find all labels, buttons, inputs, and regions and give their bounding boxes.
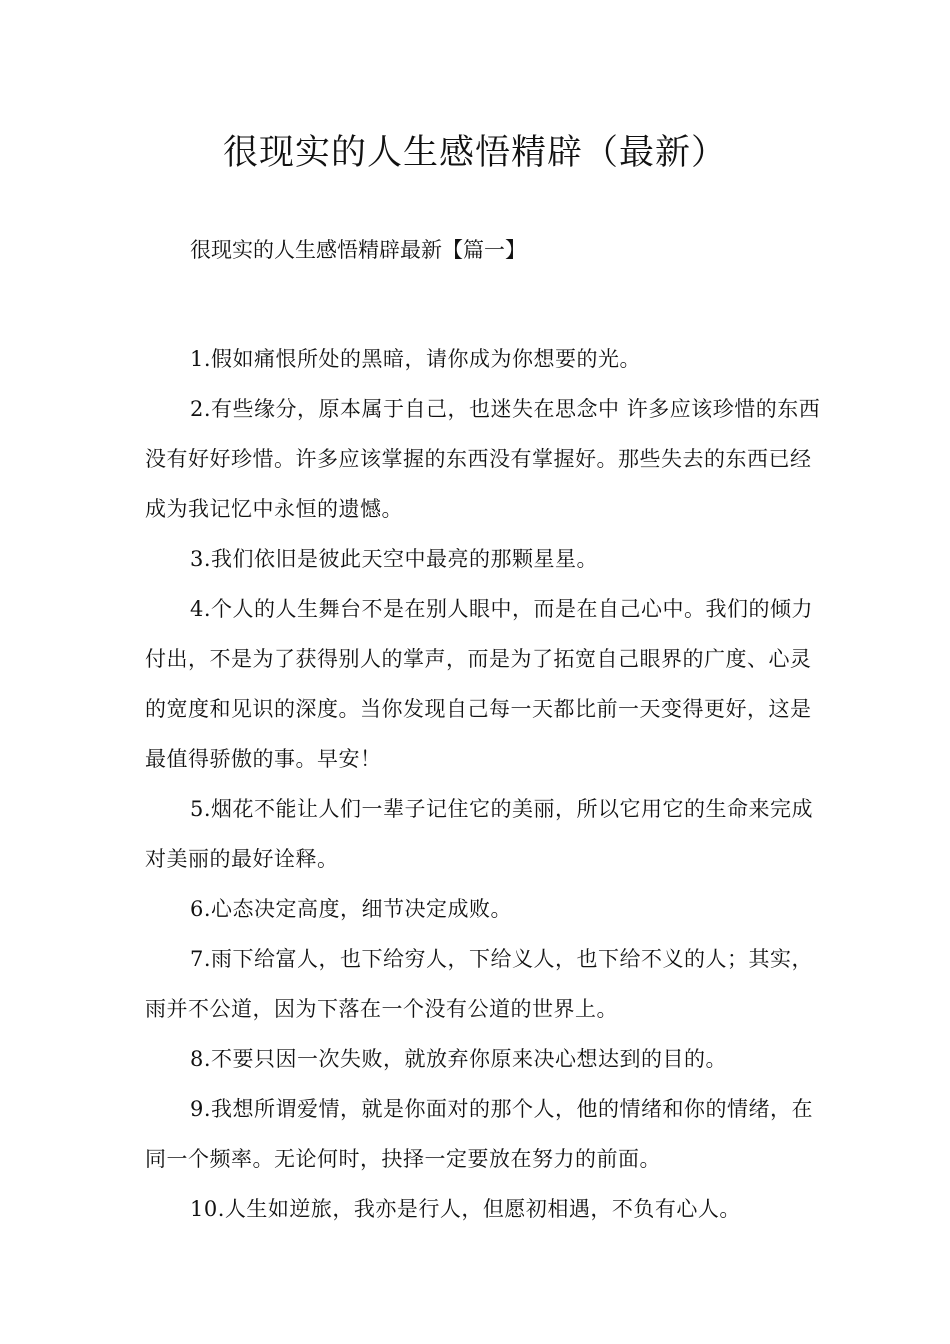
paragraph: 1.假如痛恨所处的黑暗，请你成为你想要的光。 [190, 347, 642, 371]
paragraph: 4.个人的人生舞台不是在别人眼中，而是在自己心中。我们的倾力付出，不是为了获得别人的掌声，而是为了拓宽自己眼界的广度、心灵的宽度和见识的深度。当你发现自己每一天都比前一天变得更好，这是最值得骄傲的事。早安！ [145, 597, 814, 771]
paragraph: 10.人生如逆旅，我亦是行人，但愿初相遇，不负有心人。 [190, 1197, 741, 1221]
paragraph: 5.烟花不能让人们一辈子记住它的美丽，所以它用它的生命来完成对美丽的最好诠释。 [145, 797, 814, 871]
paragraph: 7.雨下给富人，也下给穷人，下给义人，也下给不义的人；其实，雨并不公道，因为下落在一个没有公道的世界上。 [145, 947, 814, 1021]
paragraph: 8.不要只因一次失败，就放弃你原来决心想达到的目的。 [190, 1047, 728, 1071]
document-title: 很现实的人生感悟精辟（最新） [222, 133, 727, 173]
paragraph: 2.有些缘分，原本属于自己，也迷失在思念中 许多应该珍惜的东西没有好好珍惜。许多应该掌握的东西没有掌握好。那些失去的东西已经成为我记忆中永恒的遗憾。 [145, 397, 821, 521]
paragraph: 9.我想所谓爱情，就是你面对的那个人，他的情绪和你的情绪，在同一个频率。无论何时，抉择一定要放在努力的前面。 [145, 1097, 814, 1171]
section-heading: 很现实的人生感悟精辟最新【篇一】 [190, 238, 526, 262]
document-body [145, 334, 825, 1234]
paragraph: 6.心态决定高度，细节决定成败。 [190, 897, 513, 921]
paragraph: 3.我们依旧是彼此天空中最亮的那颗星星。 [190, 547, 599, 571]
